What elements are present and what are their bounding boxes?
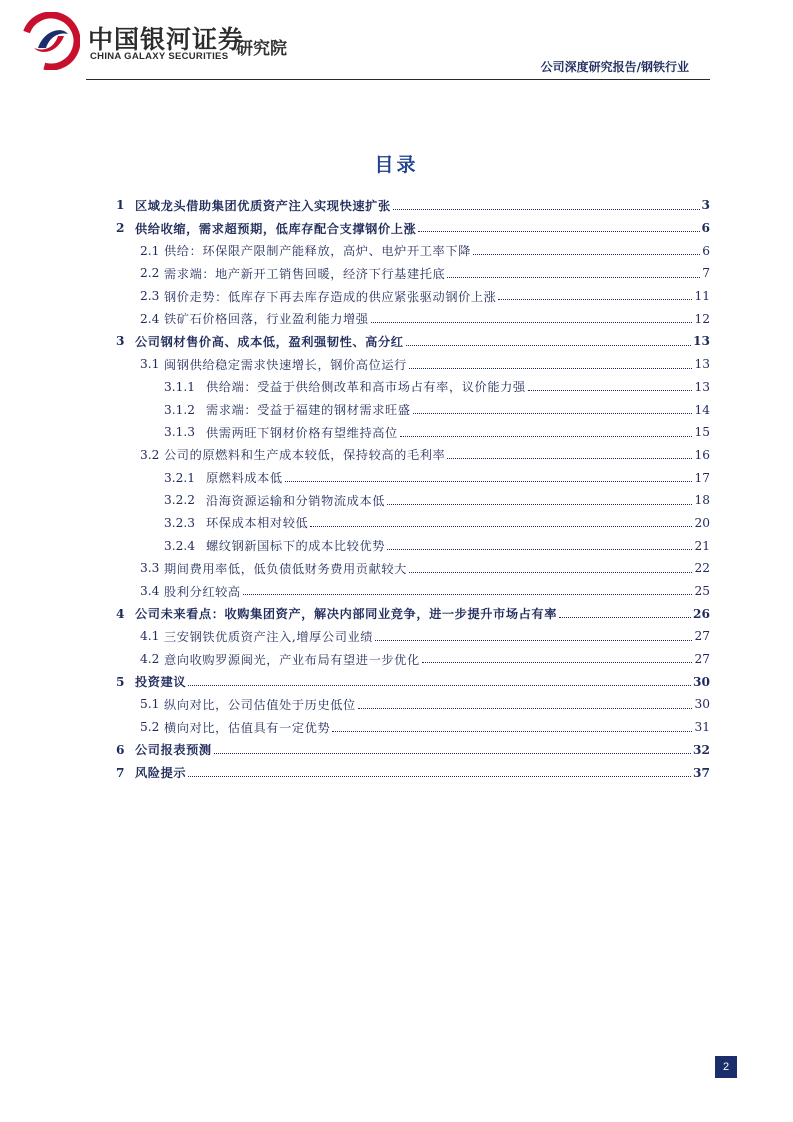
toc-entry[interactable] [116, 739, 710, 762]
toc-entry[interactable] [116, 398, 710, 421]
toc-entry-page: 27 [694, 652, 710, 667]
toc-entry-page: 16 [694, 447, 710, 462]
toc-entry-number: 4 [116, 606, 125, 621]
toc-entry-number: 2.1 [140, 243, 160, 258]
toc-entry-title: 公司报表预测 [135, 743, 212, 758]
toc-leader-dots [285, 479, 693, 482]
toc-entry-number: 1 [116, 198, 125, 213]
toc-entry-page: 13 [693, 334, 710, 349]
toc-leader-dots [409, 570, 693, 573]
toc-entry-title: 公司未来看点：收购集团资产，解决内部同业竞争，进一步提升市场占有率 [135, 607, 557, 622]
toc-entry-title: 投资建议 [135, 675, 187, 690]
toc-leader-dots [528, 388, 693, 391]
toc-entry-title: 公司的原燃料和生产成本较低，保持较高的毛利率 [164, 448, 446, 463]
toc-entry-title: 需求端：受益于福建的钢材需求旺盛 [206, 403, 411, 418]
toc-entry-title: 供给：环保限产限制产能释放，高炉、电炉开工率下降 [164, 244, 471, 259]
toc-entry[interactable] [116, 376, 710, 399]
toc-entry-number: 3.3 [140, 561, 160, 576]
toc-entry-number: 3.2.4 [164, 538, 196, 553]
toc-entry-number: 3.1.2 [164, 402, 196, 417]
table-of-contents [116, 194, 710, 784]
toc-entry-number: 5.1 [140, 697, 160, 712]
toc-entry-title: 区域龙头借助集团优质资产注入实现快速扩张 [135, 198, 391, 213]
toc-leader-dots [332, 729, 692, 732]
logo-chinese-name: 中国银河证券 [88, 25, 245, 54]
toc-entry-page: 32 [693, 742, 710, 757]
toc-entry-page: 17 [694, 470, 710, 485]
logo-institute: 研究院 [236, 39, 287, 59]
toc-entry-title: 横向对比，估值具有一定优势 [164, 720, 331, 735]
toc-entry[interactable] [116, 466, 710, 489]
toc-entry-title: 意向收购罗源闽光，产业布局有望进一步优化 [164, 652, 420, 667]
toc-entry-number: 3.2.1 [164, 470, 196, 485]
toc-entry-number: 3 [116, 334, 125, 349]
toc-entry[interactable] [116, 285, 710, 308]
toc-entry-title: 环保成本相对较低 [206, 516, 309, 531]
toc-entry[interactable] [116, 217, 710, 240]
toc-leader-dots [447, 275, 700, 278]
toc-leader-dots [422, 660, 693, 663]
toc-entry[interactable] [116, 693, 710, 716]
toc-leader-dots [413, 411, 693, 414]
toc-entry[interactable] [116, 602, 710, 625]
toc-entry-number: 6 [116, 742, 125, 757]
toc-entry-page: 25 [694, 584, 710, 599]
toc-entry-number: 2.2 [140, 266, 160, 281]
toc-entry-number: 3.1.1 [164, 379, 196, 394]
toc-entry-page: 7 [702, 266, 710, 281]
toc-entry-title: 钢价走势：低库存下再去库存造成的供应紧张驱动钢价上涨 [164, 289, 497, 304]
toc-entry-title: 股利分红较高 [164, 584, 241, 599]
toc-entry-number: 4.2 [140, 652, 160, 667]
toc-entry[interactable] [116, 489, 710, 512]
toc-leader-dots [393, 207, 700, 210]
logo-english-name: CHINA GALAXY SECURITIES [90, 51, 229, 62]
toc-leader-dots [188, 774, 691, 777]
toc-leader-dots [243, 592, 693, 595]
toc-entry-page: 15 [694, 425, 710, 440]
toc-entry-title: 供给端：受益于供给侧改革和高市场占有率，议价能力强 [206, 380, 526, 395]
toc-entry[interactable] [116, 534, 710, 557]
toc-entry[interactable] [116, 580, 710, 603]
toc-entry-page: 12 [694, 311, 710, 326]
toc-entry-number: 3.1 [140, 357, 160, 372]
toc-entry-number: 3.2.2 [164, 493, 196, 508]
toc-entry[interactable] [116, 716, 710, 739]
toc-leader-dots [418, 229, 699, 232]
toc-entry-title: 风险提示 [135, 766, 187, 781]
toc-leader-dots [214, 751, 691, 754]
toc-entry-title: 原燃料成本低 [206, 471, 283, 486]
toc-entry-number: 3.2.3 [164, 515, 196, 530]
toc-entry-page: 13 [694, 379, 710, 394]
toc-entry-page: 31 [694, 720, 710, 735]
toc-entry[interactable] [116, 353, 710, 376]
toc-entry-page: 18 [694, 493, 710, 508]
toc-entry-page: 30 [694, 697, 710, 712]
toc-leader-dots [473, 252, 700, 255]
toc-entry-number: 2 [116, 221, 125, 236]
toc-entry-page: 26 [693, 606, 710, 621]
toc-entry[interactable] [116, 512, 710, 535]
toc-entry-number: 4.1 [140, 629, 160, 644]
toc-entry-page: 6 [702, 243, 710, 258]
toc-entry-title: 供需两旺下钢材价格有望维持高位 [206, 425, 398, 440]
toc-entry-title: 闽钢供给稳定需求快速增长，钢价高位运行 [164, 357, 407, 372]
toc-entry[interactable] [116, 444, 710, 467]
page-number-badge: 2 [715, 1056, 737, 1078]
toc-entry-title: 沿海资源运输和分销物流成本低 [206, 493, 386, 508]
toc-entry-number: 5 [116, 674, 125, 689]
toc-entry-page: 3 [701, 198, 710, 213]
report-category: 公司深度研究报告/钢铁行业 [540, 60, 689, 74]
toc-leader-dots [409, 366, 693, 369]
toc-leader-dots [447, 456, 692, 459]
toc-entry-title: 纵向对比，公司估值处于历史低位 [164, 697, 356, 712]
toc-entry-number: 7 [116, 765, 125, 780]
toc-entry[interactable] [116, 557, 710, 580]
toc-entry-title: 需求端：地产新开工销售回暖，经济下行基建托底 [164, 266, 446, 281]
toc-entry[interactable] [116, 262, 710, 285]
toc-entry-number: 3.1.3 [164, 425, 196, 440]
toc-leader-dots [498, 297, 692, 300]
toc-entry-title: 供给收缩，需求超预期，低库存配合支撑钢价上涨 [135, 221, 417, 236]
toc-leader-dots [358, 706, 693, 709]
toc-entry[interactable] [116, 761, 710, 784]
toc-heading: 目录 [374, 154, 419, 176]
toc-entry-page: 22 [694, 561, 710, 576]
toc-entry-number: 3.4 [140, 584, 160, 599]
toc-leader-dots [387, 547, 692, 550]
toc-leader-dots [400, 434, 693, 437]
toc-entry-number: 5.2 [140, 720, 160, 735]
toc-entry[interactable] [116, 239, 710, 262]
toc-leader-dots [375, 638, 692, 641]
toc-entry-page: 14 [694, 402, 710, 417]
toc-entry-number: 3.2 [140, 447, 160, 462]
toc-entry[interactable] [116, 194, 710, 217]
toc-entry[interactable] [116, 625, 710, 648]
toc-entry[interactable] [116, 330, 710, 353]
header-divider [86, 79, 710, 80]
toc-entry-page: 21 [694, 538, 710, 553]
toc-entry-page: 11 [694, 289, 710, 304]
toc-entry-number: 2.4 [140, 311, 160, 326]
toc-entry-page: 30 [693, 674, 710, 689]
galaxy-logo-icon [22, 12, 80, 70]
toc-leader-dots [406, 343, 691, 346]
toc-entry-page: 13 [694, 357, 710, 372]
toc-entry[interactable] [116, 307, 710, 330]
company-logo [22, 10, 312, 72]
toc-entry-page: 27 [694, 629, 710, 644]
toc-entry-page: 37 [693, 765, 710, 780]
toc-entry[interactable] [116, 421, 710, 444]
page-header [0, 0, 793, 90]
toc-entry-title: 公司钢材售价高、成本低，盈利强韧性、高分红 [135, 334, 404, 349]
toc-entry[interactable] [116, 670, 710, 693]
toc-entry-title: 铁矿石价格回落，行业盈利能力增强 [164, 312, 369, 327]
toc-leader-dots [310, 524, 692, 527]
toc-leader-dots [387, 502, 692, 505]
toc-entry-number: 2.3 [140, 289, 160, 304]
toc-leader-dots [371, 320, 693, 323]
toc-leader-dots [188, 683, 691, 686]
toc-leader-dots [559, 615, 691, 618]
toc-entry-title: 螺纹钢新国标下的成本比较优势 [206, 539, 386, 554]
toc-entry-page: 20 [694, 515, 710, 530]
toc-entry-title: 期间费用率低，低负债低财务费用贡献较大 [164, 561, 407, 576]
toc-entry[interactable] [116, 648, 710, 671]
toc-entry-title: 三安钢铁优质资产注入,增厚公司业绩 [164, 629, 374, 644]
toc-entry-page: 6 [701, 221, 710, 236]
